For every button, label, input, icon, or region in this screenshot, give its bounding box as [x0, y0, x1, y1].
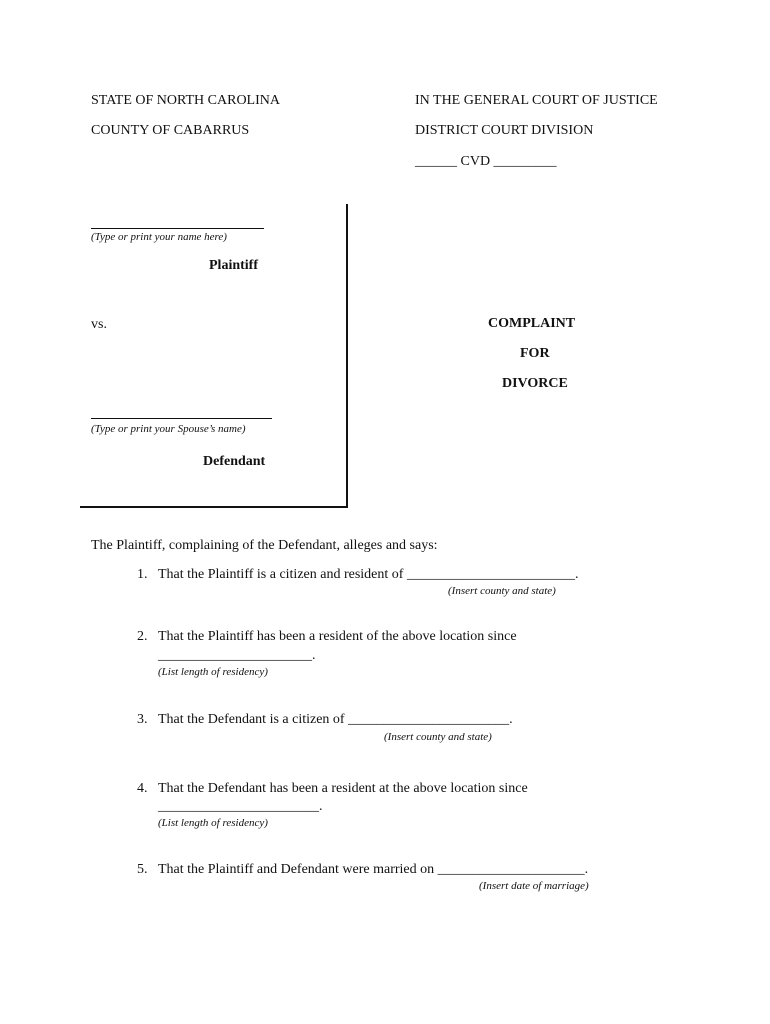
- caption-vertical-border: [346, 204, 348, 507]
- item-5-hint: (Insert date of marriage): [479, 880, 589, 892]
- for-title: FOR: [520, 346, 550, 361]
- item-1-text[interactable]: That the Plaintiff is a citizen and resident of ________________________.: [158, 567, 579, 582]
- complaint-title: COMPLAINT: [488, 316, 576, 331]
- item-number: 3.: [137, 712, 148, 727]
- item-number: 4.: [137, 781, 148, 796]
- item-number: 2.: [137, 629, 148, 644]
- item-3-text[interactable]: That the Defendant is a citizen of _______________________.: [158, 712, 513, 727]
- versus-text: vs.: [91, 317, 107, 332]
- defendant-label: Defendant: [203, 454, 266, 469]
- division-heading: DISTRICT COURT DIVISION: [415, 123, 594, 138]
- divorce-title: DIVORCE: [502, 376, 568, 391]
- plaintiff-name-line[interactable]: [91, 228, 264, 229]
- state-heading: STATE OF NORTH CAROLINA: [91, 93, 280, 108]
- county-heading: COUNTY OF CABARRUS: [91, 123, 250, 138]
- plaintiff-label: Plaintiff: [209, 258, 258, 273]
- item-2-hint: (List length of residency): [158, 666, 268, 678]
- item-4-blank[interactable]: _______________________.: [158, 799, 323, 814]
- item-2-text: That the Plaintiff has been a resident of the above location since: [158, 629, 517, 644]
- item-4-hint: (List length of residency): [158, 817, 268, 829]
- intro-text: The Plaintiff, complaining of the Defendant, alleges and says:: [91, 538, 438, 553]
- caption-bottom-border: [80, 506, 348, 508]
- item-4-text: That the Defendant has been a resident at the above location since: [158, 781, 528, 796]
- file-number-field[interactable]: ______ CVD _________: [415, 154, 557, 169]
- defendant-hint: (Type or print your Spouse’s name): [91, 423, 246, 435]
- item-number: 5.: [137, 862, 148, 877]
- plaintiff-hint: (Type or print your name here): [91, 231, 227, 243]
- item-number: 1.: [137, 567, 148, 582]
- item-3-hint: (Insert county and state): [384, 731, 492, 743]
- item-5-text[interactable]: That the Plaintiff and Defendant were married on _____________________.: [158, 862, 589, 877]
- court-heading: IN THE GENERAL COURT OF JUSTICE: [415, 93, 658, 108]
- item-1-hint: (Insert county and state): [448, 585, 556, 597]
- defendant-name-line[interactable]: [91, 418, 272, 419]
- item-2-blank[interactable]: ______________________.: [158, 648, 316, 663]
